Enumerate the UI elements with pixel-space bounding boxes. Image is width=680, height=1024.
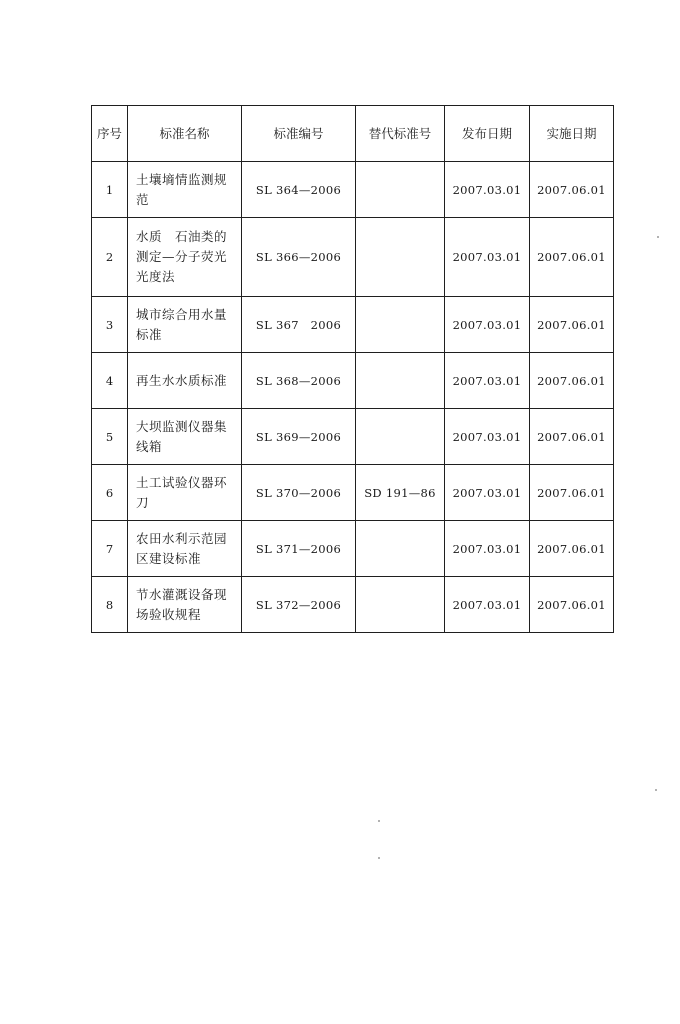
row-replaces — [356, 521, 445, 577]
table-header-row — [92, 106, 614, 162]
row-code: SL 369—2006 — [242, 409, 356, 465]
row-published: 2007.03.01 — [445, 521, 530, 577]
row-effective: 2007.06.01 — [530, 162, 614, 218]
row-replaces — [356, 353, 445, 409]
row-effective: 2007.06.01 — [530, 577, 614, 633]
row-replaces — [356, 162, 445, 218]
row-effective: 2007.06.01 — [530, 465, 614, 521]
row-no: 7 — [92, 521, 128, 577]
row-code: SL 368—2006 — [242, 353, 356, 409]
header-published: 发布日期 — [445, 106, 530, 162]
row-name: 农田水利示范园区建设标准 — [128, 521, 242, 577]
scan-speck — [378, 857, 380, 859]
row-code: SL 367 2006 — [242, 297, 356, 353]
row-name: 城市综合用水量标准 — [128, 297, 242, 353]
row-published: 2007.03.01 — [445, 409, 530, 465]
row-effective: 2007.06.01 — [530, 353, 614, 409]
row-published: 2007.03.01 — [445, 577, 530, 633]
row-no: 3 — [92, 297, 128, 353]
header-name: 标准名称 — [128, 106, 242, 162]
row-replaces — [356, 218, 445, 297]
table-row — [92, 409, 614, 465]
scan-speck — [655, 789, 657, 791]
row-replaces — [356, 577, 445, 633]
header-no: 序号 — [92, 106, 128, 162]
header-code: 标准编号 — [242, 106, 356, 162]
table-row — [92, 577, 614, 633]
row-name: 水质 石油类的测定—分子荧光光度法 — [128, 218, 242, 297]
row-published: 2007.03.01 — [445, 297, 530, 353]
row-no: 1 — [92, 162, 128, 218]
table-row — [92, 353, 614, 409]
row-name: 节水灌溉设备现场验收规程 — [128, 577, 242, 633]
standards-table — [91, 105, 614, 633]
header-replaces: 替代标准号 — [356, 106, 445, 162]
table-row — [92, 297, 614, 353]
row-code: SL 371—2006 — [242, 521, 356, 577]
row-no: 6 — [92, 465, 128, 521]
row-published: 2007.03.01 — [445, 465, 530, 521]
row-effective: 2007.06.01 — [530, 521, 614, 577]
row-replaces — [356, 409, 445, 465]
table-row — [92, 521, 614, 577]
scan-speck — [657, 236, 659, 238]
row-replaces — [356, 297, 445, 353]
row-replaces: SD 191—86 — [356, 465, 445, 521]
row-code: SL 372—2006 — [242, 577, 356, 633]
row-no: 2 — [92, 218, 128, 297]
table-row — [92, 162, 614, 218]
table-row — [92, 218, 614, 297]
row-no: 4 — [92, 353, 128, 409]
row-code: SL 366—2006 — [242, 218, 356, 297]
row-no: 5 — [92, 409, 128, 465]
row-effective: 2007.06.01 — [530, 297, 614, 353]
row-published: 2007.03.01 — [445, 353, 530, 409]
row-effective: 2007.06.01 — [530, 409, 614, 465]
row-effective: 2007.06.01 — [530, 218, 614, 297]
table-row — [92, 465, 614, 521]
scan-speck — [378, 820, 380, 822]
row-published: 2007.03.01 — [445, 218, 530, 297]
row-name: 大坝监测仪器集线箱 — [128, 409, 242, 465]
row-name: 土壤墒情监测规范 — [128, 162, 242, 218]
header-effective: 实施日期 — [530, 106, 614, 162]
row-code: SL 370—2006 — [242, 465, 356, 521]
row-code: SL 364—2006 — [242, 162, 356, 218]
row-published: 2007.03.01 — [445, 162, 530, 218]
row-name: 土工试验仪器环刀 — [128, 465, 242, 521]
row-name: 再生水水质标准 — [128, 353, 242, 409]
row-no: 8 — [92, 577, 128, 633]
